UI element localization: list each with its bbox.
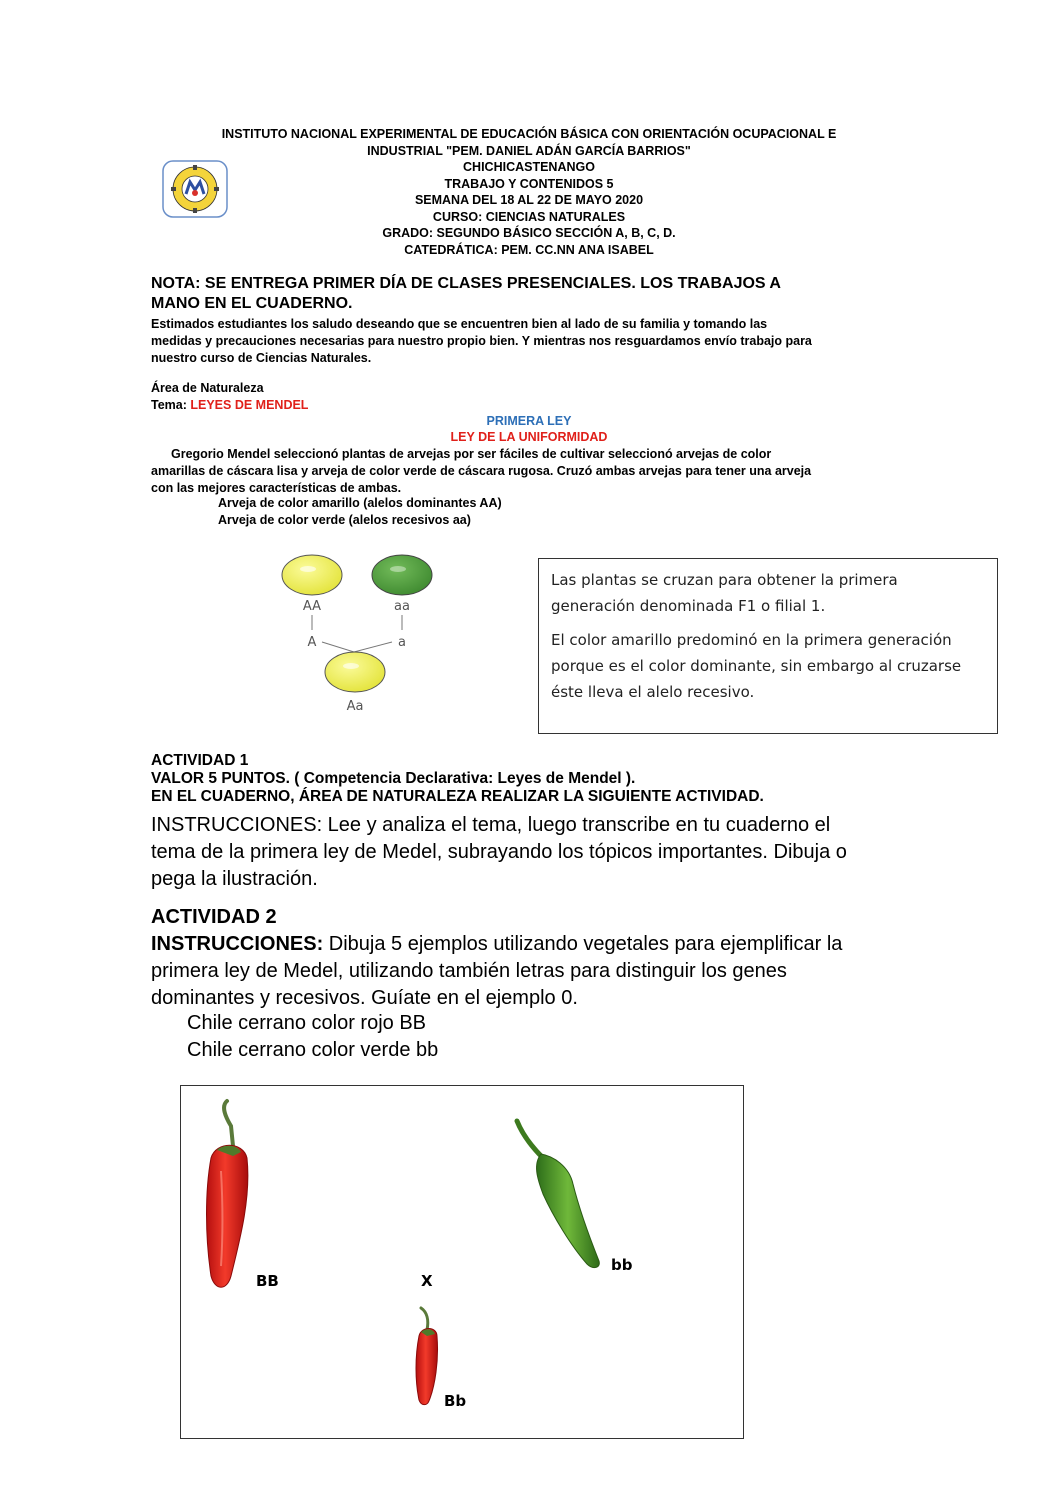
header-line: SEMANA DEL 18 AL 22 DE MAYO 2020 [414, 193, 644, 207]
instr-line: INSTRUCCIONES: Lee y analiza el tema, luego transcribe en tu cuaderno el [151, 814, 831, 836]
header-line: CHICHICASTENANGO [463, 160, 595, 174]
label-Bb: Bb [444, 1392, 467, 1410]
nota [151, 274, 891, 314]
pepper-drawing [181, 1086, 743, 1438]
header-line: CATEDRÁTICA: PEM. CC.NN ANA ISABEL [404, 242, 654, 257]
intro-line: medidas y precauciones necesarias para nuestro propio bien. Y mientras nos resguardamos envío trabajo para [151, 334, 812, 348]
actividad-1-cuaderno: EN EL CUADERNO, ÁREA DE NATURALEZA REALIZAR LA SIGUIENTE ACTIVIDAD. [151, 788, 764, 805]
header-line: TRABAJO Y CONTENIDOS 5 [444, 176, 614, 191]
tema-value: LEYES DE MENDEL [190, 398, 309, 412]
ley-uniformidad-heading: LEY DE LA UNIFORMIDAD [450, 430, 608, 444]
paragraph-line: amarillas de cáscara lisa y arveja de color verde de cáscara rugosa. Cruzó ambas arvejas para tener una arveja [151, 464, 812, 478]
explanation-box [538, 558, 998, 734]
label-BB: BB [256, 1272, 279, 1290]
label-bb: bb [611, 1256, 633, 1274]
instr-line: dominantes y recesivos. Guíate en el ejemplo 0. [151, 987, 578, 1009]
yellow-pea-dominant [282, 555, 342, 595]
header [150, 126, 908, 258]
tema-label: Tema: [151, 398, 191, 412]
intro-line: Estimados estudiantes los saludo deseando que se encuentren bien al lado de su familia y tomando las [151, 317, 768, 331]
example-line: Chile cerrano color verde bb [187, 1039, 439, 1061]
nota-line: MANO EN EL CUADERNO. [151, 295, 353, 312]
green-pea-recessive [372, 555, 432, 595]
red-pepper-dominant [207, 1101, 248, 1287]
instr-label: INSTRUCCIONES: [151, 933, 324, 955]
explanation-p1: Las plantas se cruzan para obtener la primera generación denominada F1 o filial 1. [551, 571, 898, 615]
label-X: X [421, 1272, 433, 1290]
label-Aa: Aa [346, 699, 364, 714]
label-aa: aa [394, 599, 410, 614]
instr-line: primera ley de Medel, utilizando también letras para distinguir los genes [151, 960, 787, 982]
pea-cross-diagram [270, 548, 440, 720]
explanation-p2: El color amarillo predominó en la primera generación porque es el color dominante, sin embargo al cruzarse éste lleva el alelo recesivo. [551, 631, 962, 701]
pepper-illustration [180, 1085, 744, 1439]
actividad-2-title: ACTIVIDAD 2 [151, 906, 277, 928]
instr-line: pega la ilustración. [151, 868, 318, 890]
actividad-1 [151, 752, 911, 806]
actividad-1-valor: VALOR 5 PUNTOS. ( Competencia Declarativa: Leyes de Mendel ). [151, 770, 636, 787]
actividad-1-instrucciones [151, 812, 921, 893]
example-line: Chile cerrano color rojo BB [187, 1012, 426, 1034]
nota-line: NOTA: SE ENTREGA PRIMER DÍA DE CLASES PRESENCIALES. LOS TRABAJOS A [151, 275, 781, 292]
header-line: INSTITUTO NACIONAL EXPERIMENTAL DE EDUCACIÓN BÁSICA CON ORIENTACIÓN OCUPACIONAL E [221, 127, 837, 141]
header-line: INDUSTRIAL "PEM. DANIEL ADÁN GARCÍA BARRIOS" [367, 143, 691, 158]
instr-line: tema de la primera ley de Medel, subrayando los tópicos importantes. Dibuja o [151, 841, 847, 863]
label-A: A [307, 635, 317, 650]
intro-line: nuestro curso de Ciencias Naturales. [151, 351, 372, 365]
mendel-paragraph [151, 446, 921, 497]
intro-paragraph [151, 316, 921, 367]
header-line: CURSO: CIENCIAS NATURALES [432, 209, 626, 224]
allele-line: Arveja de color verde (alelos recesivos aa) [218, 513, 471, 527]
primera-ley-heading: PRIMERA LEY [486, 414, 572, 428]
paragraph-line: con las mejores características de ambas. [151, 481, 402, 495]
header-line: GRADO: SEGUNDO BÁSICO SECCIÓN A, B, C, D. [382, 226, 676, 240]
school-logo [162, 160, 228, 218]
yellow-pea-hybrid [325, 652, 385, 692]
actividad-1-title: ACTIVIDAD 1 [151, 752, 249, 769]
tema [151, 397, 308, 414]
label-a: a [398, 635, 406, 650]
paragraph-line: Gregorio Mendel seleccionó plantas de arvejas por ser fáciles de cultivar seleccionó arvejas de color [171, 447, 772, 461]
instr-line: Dibuja 5 ejemplos utilizando vegetales para ejemplificar la [323, 933, 843, 955]
actividad-2-instrucciones [151, 931, 921, 1012]
red-pepper-hybrid [416, 1308, 438, 1405]
green-pepper-recessive [517, 1121, 599, 1268]
allele-line: Arveja de color amarillo (alelos dominantes AA) [218, 496, 502, 510]
area-label: Área de Naturaleza [151, 381, 264, 395]
label-AA: AA [302, 599, 322, 614]
